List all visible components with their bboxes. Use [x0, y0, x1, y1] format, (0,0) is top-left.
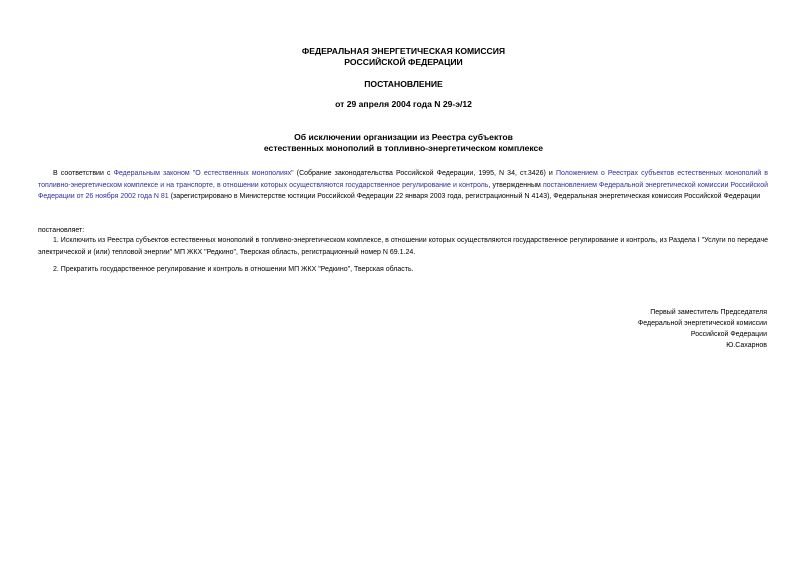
document-type: ПОСТАНОВЛЕНИЕ	[364, 79, 443, 89]
link-federal-law[interactable]: Федеральным законом "О естественных монополиях"	[113, 170, 294, 177]
preamble-text-3: , утвержденным	[488, 181, 543, 189]
signature-line-3: Российской Федерации	[690, 331, 767, 338]
document-date: от 29 апреля 2004 года N 29-э/12	[335, 99, 472, 109]
resolves-label: постановляет:	[38, 227, 85, 234]
preamble-text-4: (зарегистрировано в Министерстве юстиции Российской Федерации 22 января 2003 года, регистрационный N 4143), Федеральная энергетическая комиссия Российской Федерации	[168, 193, 761, 200]
issuer-line-1: ФЕДЕРАЛЬНАЯ ЭНЕРГЕТИЧЕСКАЯ КОМИССИЯ	[301, 46, 506, 56]
item-1: 1. Исключить из Реестра субъектов естественных монополий в топливно-энергетическом комплексе, в отношении которых осуществляются государственное регулирование и контроль, из Раздела I "Услуги по передаче электрической и (или) тепловой энергии" МП ЖКХ "Редкино", Тверская область, регистрационный номер N 69.1.24.	[38, 237, 768, 256]
preamble-paragraph	[38, 168, 768, 203]
item-2: 2. Прекратить государственное регулирование и контроль в отношении МП ЖКХ "Редкино", Тверская область.	[53, 266, 414, 273]
signature-line-1: Первый заместитель Председателя	[650, 309, 767, 316]
preamble-text-2: (Собрание законодательства Российской Федерации, 1995, N 34, ст.3426) и	[293, 170, 556, 177]
title-line-1: Об исключении организации из Реестра субъектов	[294, 132, 513, 142]
issuer-header	[0, 46, 807, 68]
link-fek-resolution[interactable]: постановлением Федеральной энергетической комиссии Российской Федерации от 26 ноября 2002 года N 81	[38, 181, 769, 200]
signature-line-2: Федеральной энергетической комиссии	[637, 320, 767, 327]
document-title	[0, 132, 807, 154]
signatory-name: Ю.Сахарнов	[726, 342, 767, 349]
preamble-text-1: В соответствии с	[53, 170, 114, 177]
issuer-line-2: РОССИЙСКОЙ ФЕДЕРАЦИИ	[344, 57, 463, 67]
link-registry-regulation[interactable]: Положением о Реестрах субъектов естественных монополий в топливно-энергетическом комплексе и на транспорте, в отношении которых осуществляются государственное регулирование и контроль	[38, 170, 768, 189]
signature-block	[638, 307, 767, 351]
title-line-2: естественных монополий в топливно-энергетическом комплексе	[263, 143, 544, 153]
